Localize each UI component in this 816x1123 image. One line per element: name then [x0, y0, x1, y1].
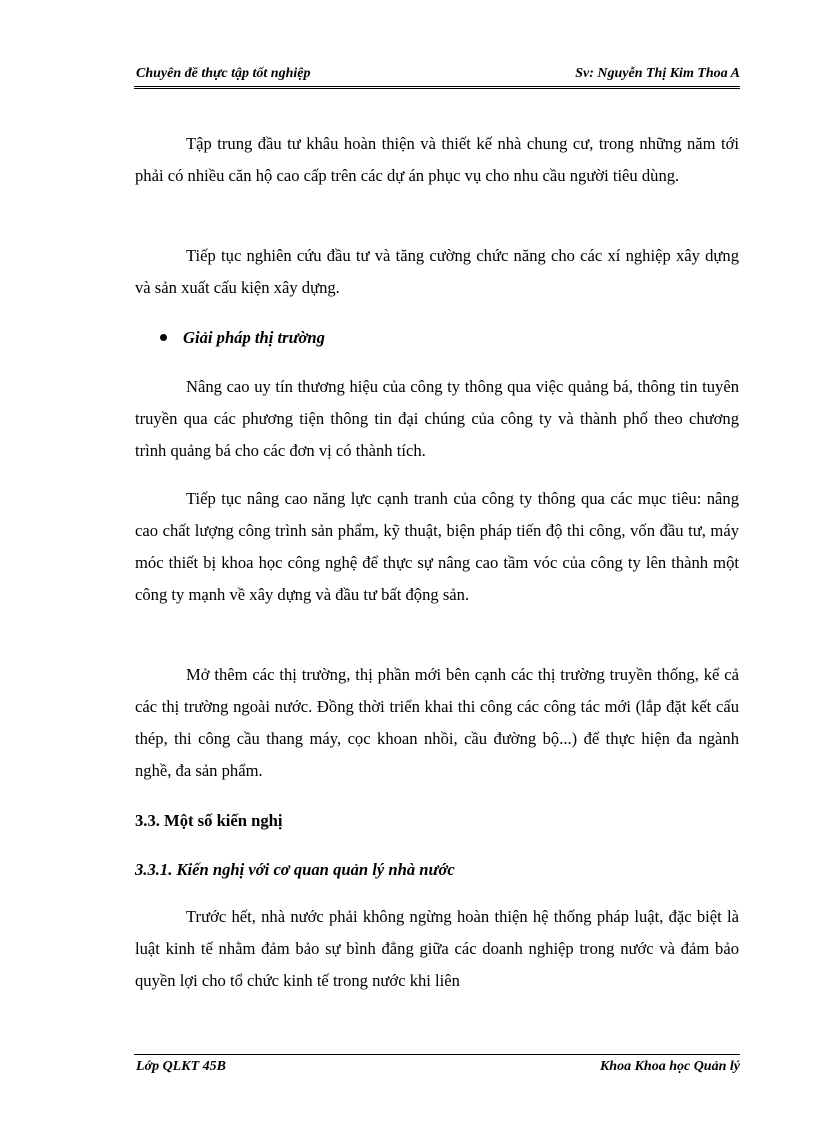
page-header [134, 64, 740, 89]
bullet-label: Giải pháp thị trường [183, 328, 325, 347]
subsection-heading: 3.3.1. Kiến nghị với cơ quan quản lý nhà nước [135, 860, 455, 879]
paragraph-5: Mở thêm các thị trường, thị phần mới bên cạnh các thị trường truyền thống, kể cả các thị trường ngoài nước. Đồng thời triển khai thi công các công tác mới (lắp đặt kết cấu thép, thi công cầu thang máy, cọc khoan nhồi, cầu đường bộ...) để thực hiện đa ngành nghề, đa sản phẩm. [135, 665, 739, 780]
header-student-name: Sv: Nguyễn Thị Kim Thoa A [575, 66, 740, 81]
footer-faculty-name: Khoa Khoa học Quản lý [599, 1059, 740, 1074]
paragraph-3: Nâng cao uy tín thương hiệu của công ty thông qua việc quảng bá, thông tin tuyên truyền qua các phương tiện thông tin đại chúng của công ty và thành phố theo chương trình quảng bá cho các đơn vị có thành tích. [135, 377, 739, 460]
section-heading: 3.3. Một số kiến nghị [135, 811, 283, 830]
page-footer [134, 1054, 740, 1077]
footer-class-name: Lớp QLKT 45B [136, 1059, 226, 1074]
paragraph-2: Tiếp tục nghiên cứu đầu tư và tăng cường chức năng cho các xí nghiệp xây dựng và sản xuất cấu kiện xây dựng. [135, 246, 739, 297]
paragraph-4: Tiếp tục nâng cao năng lực cạnh tranh của công ty thông qua các mục tiêu: nâng cao chất lượng công trình sản phẩm, kỹ thuật, biện pháp tiến độ thi công, vốn đầu tư, máy móc thiết bị khoa học công nghệ để thực sự nâng cao tầm vóc của công ty lên thành một công ty mạnh về xây dựng và đầu tư bất động sản. [135, 489, 739, 604]
paragraph-6: Trước hết, nhà nước phải không ngừng hoàn thiện hệ thống pháp luật, đặc biệt là luật kinh tế nhằm đảm bảo sự bình đẳng giữa các doanh nghiệp trong nước và đảm bảo quyền lợi cho tổ chức kinh tế trong nước khi liên [135, 907, 739, 990]
header-document-title: Chuyên đề thực tập tốt nghiệp [136, 66, 311, 81]
bullet-item [160, 322, 325, 354]
paragraph-1: Tập trung đầu tư khâu hoàn thiện và thiết kế nhà chung cư, trong những năm tới phải có nhiều căn hộ cao cấp trên các dự án phục vụ cho nhu cầu người tiêu dùng. [135, 134, 739, 185]
bullet-dot-icon [160, 334, 167, 341]
